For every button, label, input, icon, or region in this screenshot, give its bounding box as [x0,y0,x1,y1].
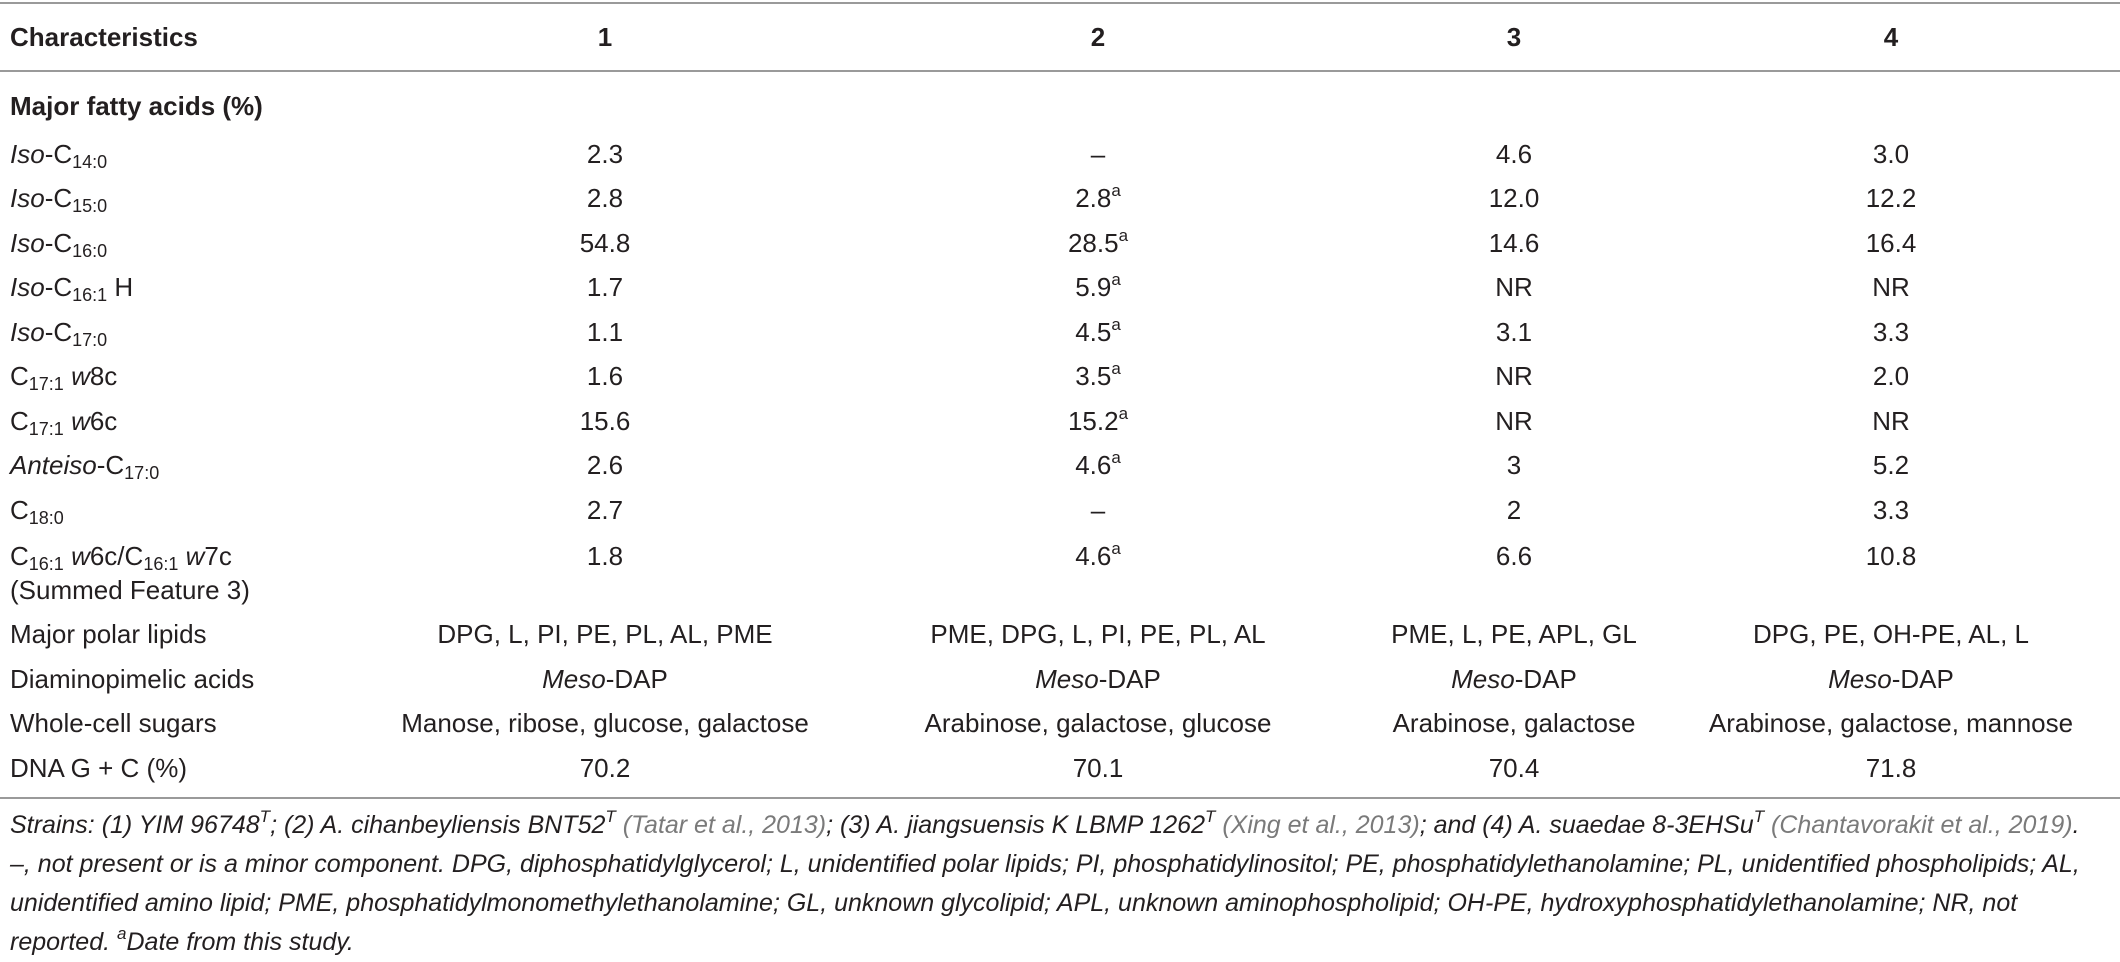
cell-strain-1: Manose, ribose, glucose, galactose [401,708,809,739]
cell-strain-4: 5.2 [1872,450,1910,481]
cell-strain-1: 1.8 [586,540,624,571]
footnote-text: Strains: (1) YIM 96748 [10,811,260,839]
cell-strain-4: 3.3 [1872,316,1910,347]
footnote-sup: T [259,807,271,826]
cell-strain-4: 3.3 [1872,494,1910,525]
cell-strain-3: 2 [1506,494,1522,525]
table-row [0,613,2120,658]
cell-strain-2: Arabinose, galactose, glucose [924,708,1272,739]
cell-strain-4: Meso-DAP [1828,663,1954,694]
cell-strain-2: – [1090,138,1106,169]
table-row [0,746,2120,791]
section-label: Major fatty acids (%) [10,90,263,121]
cell-strain-4: 16.4 [1865,227,1917,258]
citation-link[interactable]: (Tatar et al., 2013) [622,811,827,839]
cell-strain-1: 2.7 [586,494,624,525]
cell-strain-4: NR [1872,272,1910,303]
section-row [0,72,2120,132]
row-label: Whole-cell sugars [10,708,217,739]
cell-strain-4: 12.2 [1865,183,1917,214]
footnote-sup: T [1753,807,1765,826]
header-col-4: 4 [1883,21,1899,52]
cell-strain-4: 10.8 [1865,540,1917,571]
row-label: DNA G + C (%) [10,752,187,783]
header-characteristics: Characteristics [10,21,198,52]
footnote-text: ; and (4) A. suaedae 8-3EHSu [1419,811,1754,839]
table-row [0,488,2120,533]
header-col-2: 2 [1090,21,1106,52]
cell-strain-3: NR [1495,272,1533,303]
cell-strain-3: 6.6 [1495,540,1533,571]
row-label: $C_{18:0}$ [10,494,64,528]
cell-strain-2: – [1090,494,1106,525]
table-header-row [0,0,2120,72]
row-label: Iso-$C_{15:0}$ [10,183,108,217]
table-row [0,221,2120,266]
cell-strain-2: 5.9$^a$ [1075,270,1121,303]
row-label: $C_{16:1}$ $w6c/C_{16:1}$ w7c (Summed Feature 3) [10,540,250,605]
cell-strain-3: 3 [1506,450,1522,481]
cell-strain-2: 28.5$^a$ [1067,225,1129,258]
row-label: Iso-$C_{14:0}$ [10,138,108,172]
citation-link[interactable]: (Chantavorakit et al., 2019) [1771,811,2073,839]
cell-strain-3: 12.0 [1488,183,1540,214]
cell-strain-2: 4.6$^a$ [1075,448,1121,481]
cell-strain-2: Meso-DAP [1035,663,1161,694]
cell-strain-3: 70.4 [1488,752,1540,783]
cell-strain-1: 1.1 [586,316,624,347]
header-col-1: 1 [597,21,613,52]
cell-strain-3: Meso-DAP [1451,663,1577,694]
table-row [0,657,2120,702]
cell-strain-2: 2.8$^a$ [1075,181,1121,214]
cell-strain-1: 1.7 [586,272,624,303]
cell-strain-4: DPG, PE, OH-PE, AL, L [1753,619,2029,650]
row-label: Major polar lipids [10,619,207,650]
cell-strain-1: 2.3 [586,138,624,169]
cell-strain-4: 3.0 [1872,138,1910,169]
cell-strain-2: 15.2$^a$ [1067,403,1129,436]
footnote-text: ; (2) A. cihanbeyliensis BNT52 [270,811,606,839]
cell-strain-3: Arabinose, galactose [1392,708,1636,739]
table-row [0,355,2120,400]
row-label: Diaminopimelic acids [10,663,255,694]
cell-strain-2: 4.5$^a$ [1075,314,1121,347]
table-row [0,399,2120,444]
row-label: Iso-$C_{16:1}$ H [10,272,134,306]
table-footnote [10,806,2105,962]
cell-strain-4: Arabinose, galactose, mannose [1708,708,2074,739]
cell-strain-1: DPG, L, PI, PE, PL, AL, PME [437,619,773,650]
table-row [0,702,2120,747]
table-row [0,533,2120,613]
cell-strain-3: PME, L, PE, APL, GL [1391,619,1637,650]
cell-strain-1: 70.2 [579,752,631,783]
cell-strain-3: 3.1 [1495,316,1533,347]
footnote-text: ; (3) A. jiangsuensis K LBMP 1262 [826,811,1205,839]
cell-strain-4: 71.8 [1865,752,1917,783]
cell-strain-4: 2.0 [1872,361,1910,392]
cell-strain-2: PME, DPG, L, PI, PE, PL, AL [930,619,1266,650]
footnote-sup: a [117,924,127,943]
row-label: Iso-$C_{17:0}$ [10,316,108,350]
cell-strain-1: 54.8 [579,227,631,258]
row-label: Anteiso-$C_{17:0}$ [10,450,160,484]
citation-link[interactable]: (Xing et al., 2013) [1222,811,1420,839]
cell-strain-3: NR [1495,405,1533,436]
table-row [0,177,2120,222]
footnote-text: . –, not present or is a minor component. DPG, diphosphatidylglycerol; L, unidentified polar lipids; PI, phosphatidylinositol; PE, phosphatidylethanolamine; PL, unidentified phospholipids; AL, unidentified amino lipid; PME, phosphatidylmonomethylethanolamine; GL, unknown glycolipid; APL, unknown aminophospholipid; OH-PE, hydroxyphosphatidylethanolamine; NR, not reported. [10,811,2080,956]
table-row [0,132,2120,177]
cell-strain-1: 15.6 [579,405,631,436]
cell-strain-2: 4.6$^a$ [1075,538,1121,571]
footnote-sup: T [605,807,616,826]
cell-strain-1: 1.6 [586,361,624,392]
row-label: $C_{17:1}$ w6c [10,405,118,439]
footnote-sup: T [1205,807,1216,826]
cell-strain-1: 2.8 [586,183,624,214]
cell-strain-1: Meso-DAP [542,663,668,694]
cell-strain-3: 14.6 [1488,227,1540,258]
table-row [0,310,2120,355]
footnote-text: Date from this study. [126,928,354,956]
bottom-rule [0,797,2120,799]
table-row [0,266,2120,311]
header-col-3: 3 [1506,21,1522,52]
cell-strain-4: NR [1872,405,1910,436]
cell-strain-2: 3.5$^a$ [1075,359,1121,392]
table-row [0,444,2120,489]
cell-strain-3: 4.6 [1495,138,1533,169]
cell-strain-2: 70.1 [1072,752,1124,783]
row-label: Iso-$C_{16:0}$ [10,227,108,261]
cell-strain-1: 2.6 [586,450,624,481]
row-label: $C_{17:1}$ w8c [10,361,118,395]
cell-strain-3: NR [1495,361,1533,392]
